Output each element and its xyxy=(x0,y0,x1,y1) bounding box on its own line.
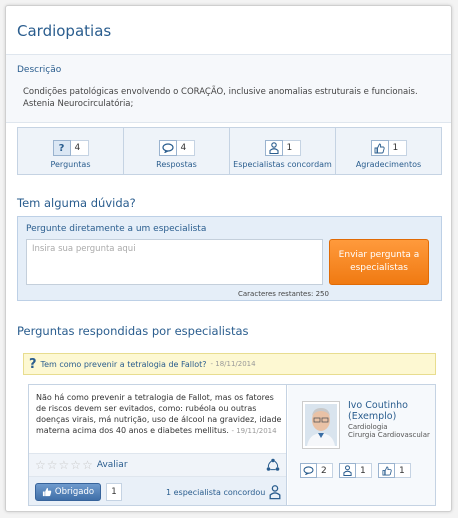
expert-panel xyxy=(288,385,435,505)
doctor-icon xyxy=(265,140,283,156)
expert-stats xyxy=(300,463,411,478)
thanks-count: 1 xyxy=(106,483,122,501)
ask-box xyxy=(17,216,442,301)
description-text: Condições patológicas envolvendo o CORAÇÃO, inclusive anomalias estruturais e funcionais. Astenia Neurocirculatória; xyxy=(23,87,418,109)
ask-label: Pergunte diretamente a um especialista xyxy=(26,224,207,234)
expert-answers-count: 2 xyxy=(317,463,333,478)
topic-stats xyxy=(17,127,442,175)
expert-agrees-count: 1 xyxy=(356,463,372,478)
speech-bubble-icon xyxy=(159,140,177,156)
ask-heading: Tem alguma dúvida? xyxy=(17,196,136,210)
page-title: Cardiopatias xyxy=(17,22,112,40)
thumbs-up-icon xyxy=(378,463,395,478)
doctor-icon xyxy=(339,463,356,478)
answer-card xyxy=(28,384,436,506)
rating-bar xyxy=(29,453,286,476)
thumbs-up-icon xyxy=(42,487,52,497)
stat-label: Perguntas xyxy=(50,160,91,169)
expert-specialty: Cirurgia Cardiovascular xyxy=(348,431,430,439)
stat-count: 4 xyxy=(177,140,195,156)
stat-thanks[interactable] xyxy=(336,128,441,174)
expert-thanks-count: 1 xyxy=(395,463,411,478)
expert-specialties xyxy=(348,423,430,439)
description-label: Descrição xyxy=(17,65,62,75)
expert-answers[interactable] xyxy=(300,463,333,478)
star-icon[interactable]: ☆ xyxy=(82,458,93,472)
agree-text[interactable]: 1 especialista concordou xyxy=(166,488,266,497)
chars-remaining: Caracteres restantes: 250 xyxy=(238,290,329,298)
thumbs-up-icon xyxy=(371,140,389,156)
question-input[interactable] xyxy=(26,239,323,285)
thanks-label: Obrigado xyxy=(54,487,95,497)
question-text[interactable]: Tem como prevenir a tetralogia de Fallot? xyxy=(40,359,207,369)
question-mark-icon: ? xyxy=(29,356,37,372)
thanks-button[interactable] xyxy=(35,483,101,501)
description-box xyxy=(6,55,451,123)
stat-count: 1 xyxy=(389,140,407,156)
stat-experts-agree[interactable] xyxy=(230,128,336,174)
stat-count: 4 xyxy=(71,140,89,156)
star-icon[interactable]: ☆ xyxy=(58,458,70,472)
stat-questions[interactable] xyxy=(18,128,124,174)
expert-thanks[interactable] xyxy=(378,463,411,478)
stat-label: Agradecimentos xyxy=(355,160,422,169)
star-icon[interactable]: ☆ xyxy=(46,458,58,472)
stat-count: 1 xyxy=(283,140,301,156)
share-icon[interactable] xyxy=(266,458,280,472)
stat-answers[interactable] xyxy=(124,128,230,174)
answered-heading: Perguntas respondidas por especialistas xyxy=(17,324,249,338)
answer-text-block xyxy=(36,392,284,437)
star-icon[interactable]: ☆ xyxy=(35,458,46,472)
expert-name[interactable]: Ivo Coutinho (Exemplo) xyxy=(348,400,408,422)
rate-label[interactable]: Avaliar xyxy=(96,460,128,470)
expert-agrees[interactable] xyxy=(339,463,372,478)
stat-label: Especialistas concordam xyxy=(233,160,332,169)
send-question-button[interactable]: Enviar pergunta a especialistas xyxy=(329,239,429,285)
title-bar xyxy=(6,6,451,55)
speech-bubble-icon xyxy=(300,463,317,478)
doctor-icon xyxy=(269,484,281,500)
star-icon[interactable]: ☆ xyxy=(70,458,82,472)
question-bar[interactable] xyxy=(23,353,436,375)
answer-date: - 19/11/2014 xyxy=(231,427,277,435)
avatar[interactable] xyxy=(302,401,340,449)
answer-text: Não há como prevenir a tetralogia de Fallot, mas os fatores de riscos devem ser evitados, como: rubéola ou outras doenças virais, má nutrição, uso de álcool na gravidez, idade materna acima dos 40 anos e diabetes mellitus. xyxy=(36,393,282,435)
answer-body xyxy=(29,385,287,505)
thanks-row xyxy=(29,476,286,505)
topic-card xyxy=(5,5,452,512)
stat-label: Respostas xyxy=(156,160,197,169)
question-icon: ? xyxy=(53,140,71,156)
expert-specialty: Cardiologia xyxy=(348,423,388,431)
question-date: - 18/11/2014 xyxy=(210,360,256,368)
